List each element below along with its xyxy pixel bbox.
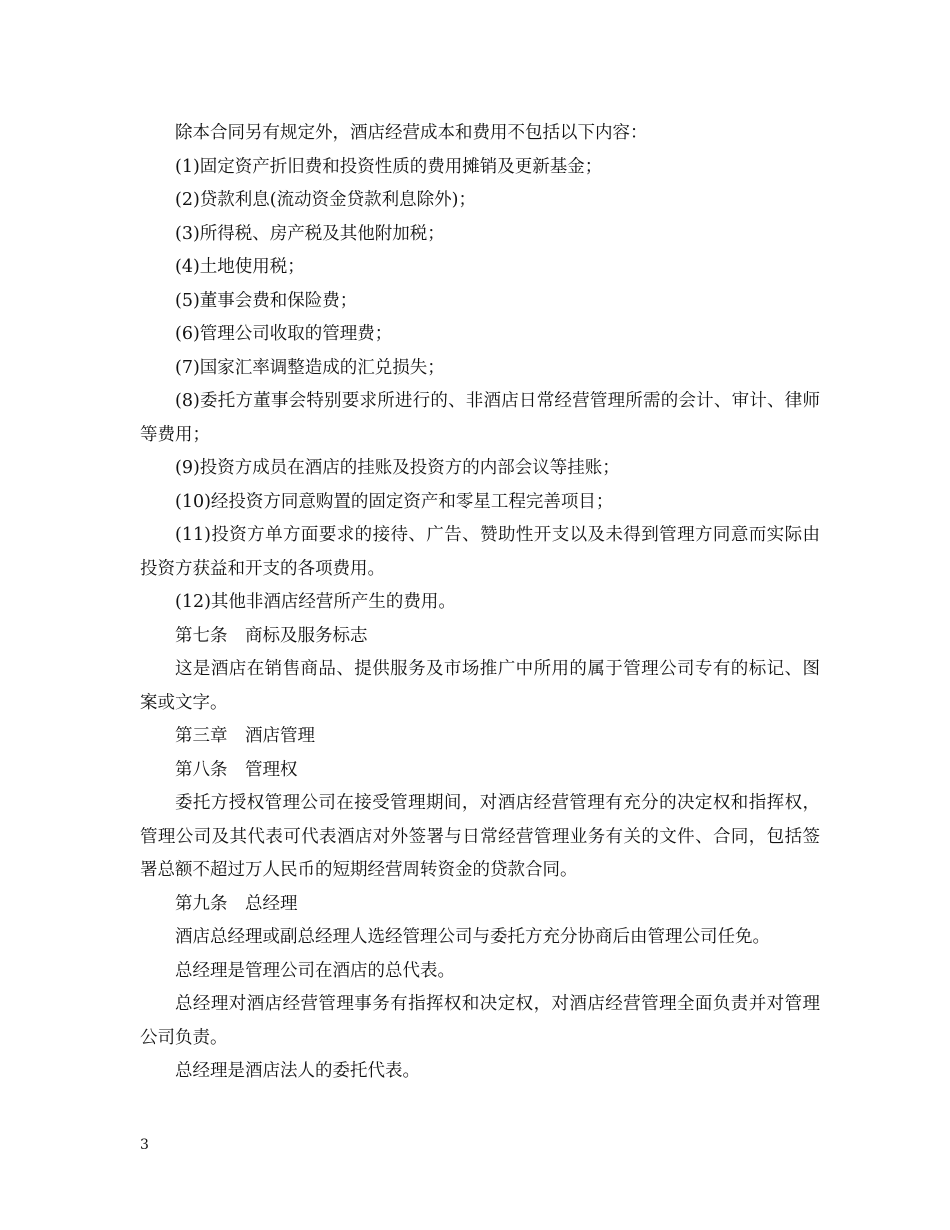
article-9-heading: 第九条 总经理 (175, 893, 298, 914)
article-8-body: 委托方授权管理公司在接受管理期间，对酒店经营管理有充分的决定权和指挥权，管理公司及其代表可代表酒店对外签署与日常经营管理业务有关的文件、合同，包括签署总额不超过万人民币的短期经营周转资金的贷款合同。 (140, 793, 820, 880)
paragraph-exclusions-intro: 除本合同另有规定外，酒店经营成本和费用不包括以下内容： (175, 123, 648, 143)
paragraph-item-3: (3)所得税、房产税及其他附加税； (175, 223, 445, 244)
paragraph-item-9: (9)投资方成员在酒店的挂账及投资方的内部会议等挂账； (175, 458, 620, 478)
article-8-heading: 第八条 管理权 (175, 759, 298, 780)
document-body (140, 117, 820, 1089)
paragraph-item-12: (12)其他非酒店经营所产生的费用。 (175, 592, 456, 612)
paragraph-item-5: (5)董事会费和保险费； (175, 290, 358, 311)
paragraph-item-10: (10)经投资方同意购置的固定资产和零星工程完善项目； (175, 491, 614, 512)
article-7-heading: 第七条 商标及服务标志 (175, 625, 368, 646)
paragraph-item-6: (6)管理公司收取的管理费； (175, 324, 393, 344)
paragraph-item-7: (7)国家汇率调整造成的汇兑损失； (175, 357, 445, 378)
paragraph-item-1: (1)固定资产折旧费和投资性质的费用摊销及更新基金； (175, 156, 603, 177)
article-9-body-appointment: 酒店总经理或副总经理人选经管理公司与委托方充分协商后由管理公司任免。 (175, 927, 770, 947)
article-7-body: 这是酒店在销售商品、提供服务及市场推广中所用的属于管理公司专有的标记、图案或文字。 (140, 659, 820, 713)
paragraph-item-11: (11)投资方单方面要求的接待、广告、赞助性开支以及未得到管理方同意而实际由投资方获益和开支的各项费用。 (140, 525, 820, 579)
paragraph-item-4: (4)土地使用税； (175, 257, 305, 277)
paragraph-item-2: (2)贷款利息(流动资金贷款利息除外)； (175, 190, 476, 210)
chapter-3-heading: 第三章 酒店管理 (175, 726, 315, 746)
article-9-body-representative: 总经理是管理公司在酒店的总代表。 (175, 960, 455, 981)
page-number: 3 (140, 1137, 149, 1153)
article-9-body-authority: 总经理对酒店经营管理事务有指挥权和决定权，对酒店经营管理全面负责并对管理公司负责。 (140, 994, 820, 1048)
article-9-body-legal-delegate: 总经理是酒店法人的委托代表。 (175, 1061, 420, 1081)
paragraph-item-8: (8)委托方董事会特别要求所进行的、非酒店日常经营管理所需的会计、审计、律师等费用； (140, 391, 820, 445)
